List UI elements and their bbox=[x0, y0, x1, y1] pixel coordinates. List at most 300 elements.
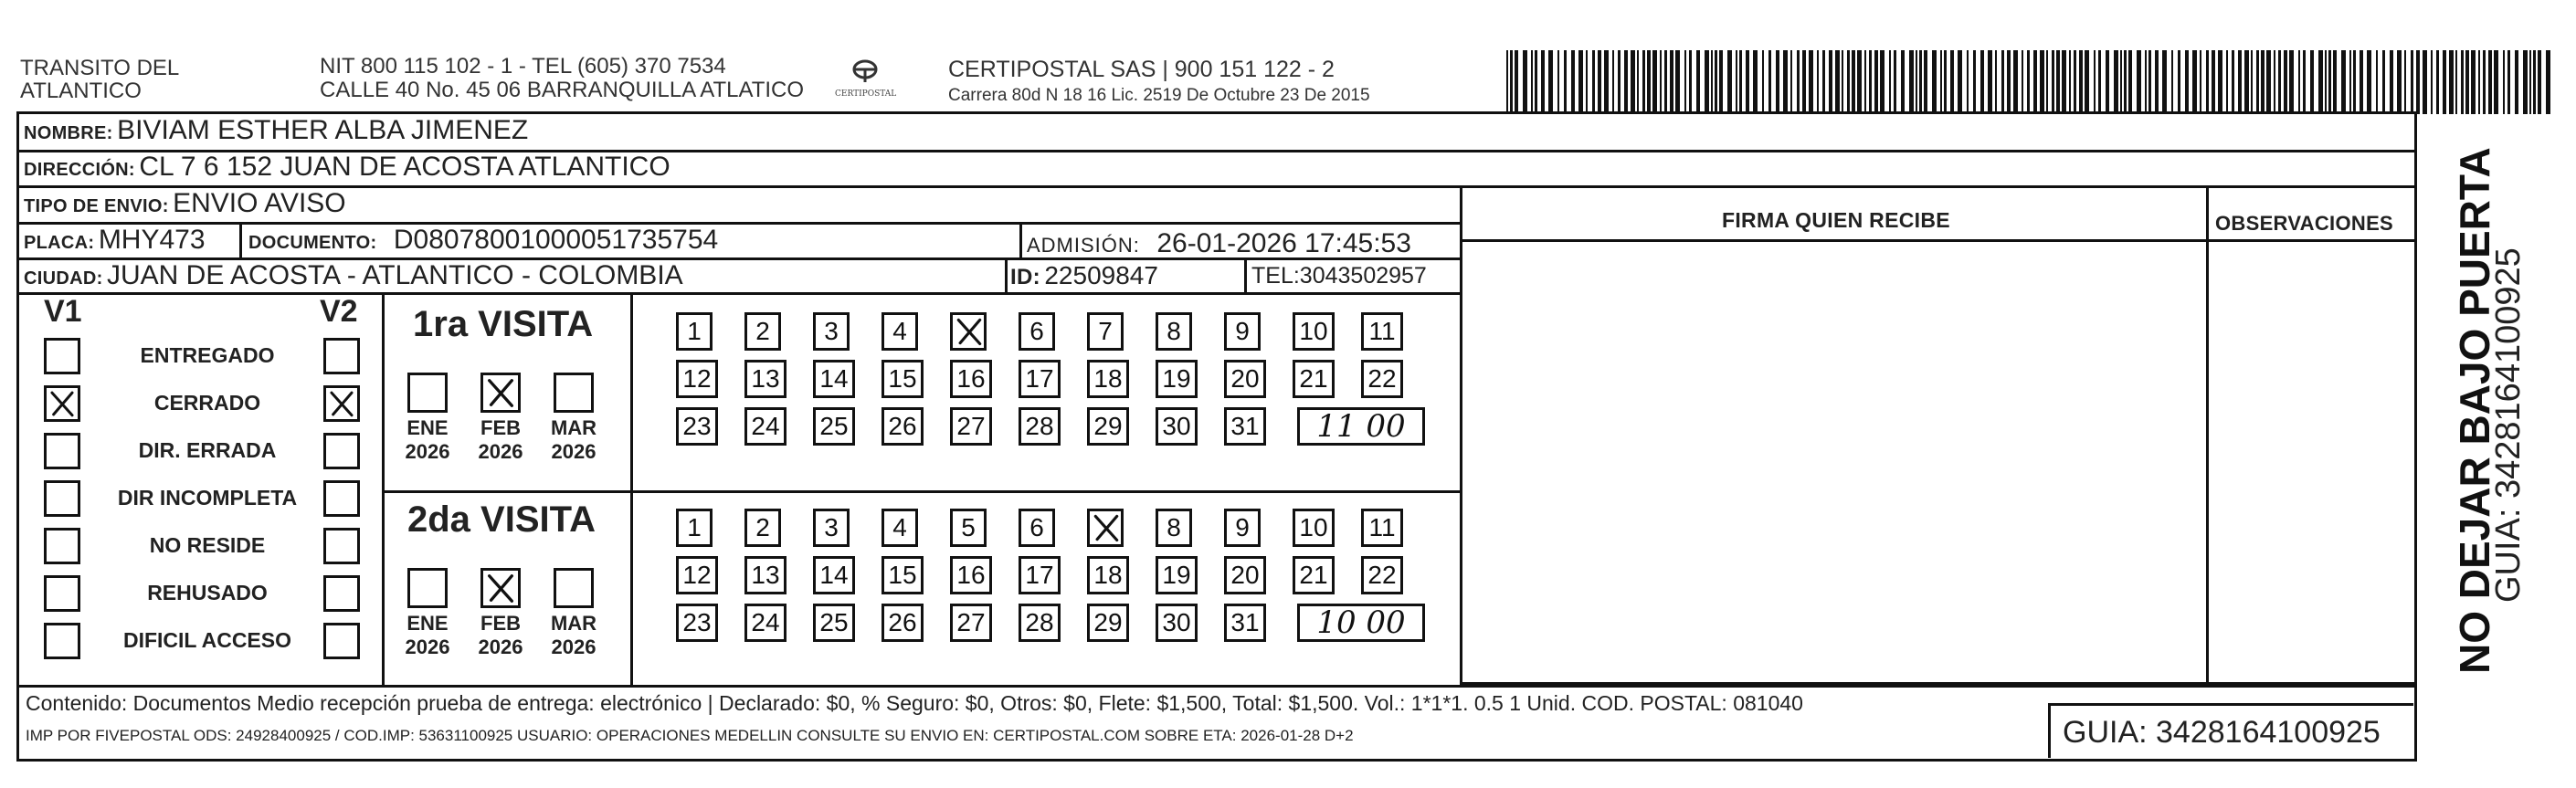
day-checkbox[interactable] bbox=[950, 407, 992, 446]
month-year: 2026 bbox=[478, 440, 523, 463]
day-number: 15 bbox=[888, 561, 917, 589]
barcode-bar bbox=[2098, 50, 2101, 114]
observaciones-label: OBSERVACIONES bbox=[2215, 212, 2394, 235]
month-year: 2026 bbox=[405, 636, 450, 658]
barcode-bar bbox=[2538, 50, 2541, 114]
day-checkbox[interactable] bbox=[1156, 312, 1192, 351]
day-checkbox[interactable] bbox=[1019, 556, 1061, 594]
barcode-bar bbox=[2341, 50, 2346, 114]
barcode-bar bbox=[1768, 50, 1771, 114]
day-number: 29 bbox=[1093, 608, 1123, 636]
day-checkbox[interactable] bbox=[1019, 360, 1061, 398]
barcode-bar bbox=[1719, 50, 1723, 114]
barcode-bar bbox=[2436, 50, 2439, 114]
admision-cell bbox=[1027, 228, 1411, 259]
barcode-bar bbox=[2397, 50, 2402, 114]
time-field[interactable] bbox=[1297, 604, 1425, 642]
day-checkbox[interactable] bbox=[1019, 604, 1061, 642]
barcode-bar bbox=[1506, 50, 1508, 114]
v2-checkbox[interactable] bbox=[323, 623, 360, 659]
barcode-bar bbox=[2040, 50, 2044, 114]
v2-checkbox[interactable] bbox=[323, 575, 360, 612]
day-checkbox[interactable] bbox=[1224, 312, 1261, 351]
day-checkbox[interactable] bbox=[1361, 312, 1403, 351]
day-checkbox[interactable] bbox=[676, 509, 713, 547]
rule-3 bbox=[16, 222, 1460, 225]
documento-label: DOCUMENTO: bbox=[248, 233, 377, 253]
day-checkbox[interactable] bbox=[813, 360, 855, 398]
barcode-bar bbox=[2284, 50, 2287, 114]
day-checkbox[interactable] bbox=[950, 604, 992, 642]
v1-label: V1 bbox=[44, 294, 82, 329]
barcode-bar bbox=[2238, 50, 2242, 114]
day-checkbox[interactable] bbox=[882, 312, 918, 351]
day-number: 4 bbox=[892, 513, 907, 541]
day-checkbox[interactable] bbox=[1087, 556, 1129, 594]
status-label: DIR INCOMPLETA bbox=[117, 486, 298, 510]
barcode-bar bbox=[1571, 50, 1575, 114]
day-number: 11 bbox=[1368, 513, 1396, 541]
barcode-bar bbox=[2027, 50, 2030, 114]
barcode-bar bbox=[2244, 50, 2249, 114]
day-number: 17 bbox=[1025, 561, 1054, 589]
barcode-bar bbox=[1510, 50, 1513, 114]
day-checkbox[interactable] bbox=[744, 604, 787, 642]
barcode-bar bbox=[2074, 50, 2076, 114]
barcode-bar bbox=[1889, 50, 1891, 114]
nombre-row bbox=[24, 115, 528, 146]
day-checkbox[interactable] bbox=[1361, 556, 1403, 594]
barcode-bar bbox=[2455, 50, 2457, 114]
barcode-bar bbox=[2349, 50, 2351, 114]
barcode-bar bbox=[2185, 50, 2189, 114]
month-checkbox[interactable] bbox=[407, 568, 448, 608]
tipo-value: ENVIO AVISO bbox=[173, 188, 346, 218]
month-checkbox[interactable] bbox=[480, 568, 521, 608]
barcode-bar bbox=[2465, 50, 2469, 114]
rule-5 bbox=[16, 292, 1460, 295]
barcode-bar bbox=[1894, 50, 1896, 114]
day-checkbox[interactable] bbox=[1361, 360, 1403, 398]
barcode-bar bbox=[2171, 50, 2173, 114]
barcode-bar bbox=[1642, 50, 1645, 114]
barcode-bar bbox=[1802, 50, 1806, 114]
day-checkbox[interactable] bbox=[1019, 509, 1055, 547]
day-checkbox[interactable] bbox=[1293, 312, 1335, 351]
barcode-bar bbox=[1822, 50, 1825, 114]
day-number: 19 bbox=[1162, 364, 1191, 393]
day-checkbox[interactable] bbox=[676, 407, 718, 446]
month-checkbox[interactable] bbox=[407, 373, 448, 413]
barcode-bar bbox=[2212, 50, 2215, 114]
day-checkbox[interactable] bbox=[1087, 407, 1129, 446]
barcode-bar bbox=[1592, 50, 1595, 114]
barcode-bar bbox=[1880, 50, 1884, 114]
license-line: Carrera 80d N 18 16 Lic. 2519 De Octubre 23 De 2015 bbox=[948, 86, 1370, 105]
day-checkbox[interactable] bbox=[1156, 360, 1198, 398]
day-checkbox[interactable] bbox=[1087, 604, 1129, 642]
day-checkbox[interactable] bbox=[1224, 509, 1261, 547]
day-number: 12 bbox=[682, 561, 712, 589]
v1-checkbox[interactable] bbox=[44, 575, 80, 612]
barcode-bar bbox=[1950, 50, 1954, 114]
month-check-mark-icon bbox=[483, 375, 518, 410]
barcode-bar bbox=[1857, 50, 1862, 114]
barcode-bar bbox=[2416, 50, 2420, 114]
day-checkbox[interactable] bbox=[882, 509, 918, 547]
barcode-bar bbox=[1967, 50, 1969, 114]
day-checkbox[interactable] bbox=[1019, 312, 1055, 351]
day-number: 3 bbox=[824, 317, 839, 345]
day-checkbox[interactable] bbox=[1224, 360, 1266, 398]
barcode-bar bbox=[2461, 50, 2464, 114]
day-checkbox[interactable] bbox=[744, 312, 781, 351]
day-checkbox[interactable] bbox=[744, 407, 787, 446]
day-number: 2 bbox=[755, 317, 770, 345]
barcode-bar bbox=[1578, 50, 1583, 114]
barcode-bar bbox=[2192, 50, 2197, 114]
barcode-bar bbox=[2431, 50, 2433, 114]
barcode-bar bbox=[1797, 50, 1800, 114]
first-visit-title: 1ra VISITA bbox=[413, 304, 594, 344]
month-year: 2026 bbox=[478, 636, 523, 658]
barcode-bar bbox=[2033, 50, 2037, 114]
barcode-bar bbox=[1919, 50, 1922, 114]
barcode-bar bbox=[2200, 50, 2201, 114]
rule-6 bbox=[16, 685, 2417, 688]
barcode-bar bbox=[1696, 50, 1700, 114]
day-number: 10 bbox=[1299, 513, 1328, 541]
day-number: 22 bbox=[1367, 364, 1397, 393]
month-year: 2026 bbox=[551, 440, 596, 463]
month-name: ENE bbox=[406, 416, 449, 439]
barcode-bar bbox=[2404, 50, 2406, 114]
barcode-bar bbox=[2278, 50, 2281, 114]
barcode-bar bbox=[2333, 50, 2337, 114]
day-number: 27 bbox=[956, 412, 986, 440]
barcode-bar bbox=[1809, 50, 1813, 114]
barcode-bar bbox=[2376, 50, 2378, 114]
barcode-bar bbox=[1631, 50, 1635, 114]
barcode-bar bbox=[1586, 50, 1588, 114]
v1-checkbox[interactable] bbox=[44, 528, 80, 564]
barcode-bar bbox=[1829, 50, 1832, 114]
barcode-bar bbox=[1684, 50, 1686, 114]
day-number: 9 bbox=[1235, 317, 1250, 345]
barcode-bar bbox=[1664, 50, 1667, 114]
barcode-bar bbox=[1909, 50, 1914, 114]
v-id bbox=[1005, 257, 1008, 292]
day-number: 11 bbox=[1368, 317, 1396, 345]
barcode-bar bbox=[2488, 50, 2492, 114]
barcode-bar bbox=[2085, 50, 2089, 114]
side-no-dejar: NO DEJAR BAJO PUERTA bbox=[2451, 147, 2498, 674]
barcode-bar bbox=[2353, 50, 2356, 114]
day-checkbox[interactable] bbox=[813, 556, 855, 594]
id-cell bbox=[1010, 261, 1158, 290]
day-checkbox[interactable] bbox=[676, 556, 718, 594]
barcode-bar bbox=[1973, 50, 1976, 114]
nombre-label: NOMBRE: bbox=[24, 123, 113, 143]
tipo-label: TIPO DE ENVIO: bbox=[24, 196, 169, 216]
day-number: 26 bbox=[888, 412, 917, 440]
v2-checkbox[interactable] bbox=[323, 385, 360, 422]
day-number: 4 bbox=[892, 317, 907, 345]
barcode-bar bbox=[2056, 50, 2060, 114]
day-checkbox[interactable] bbox=[950, 556, 992, 594]
barcode-bar bbox=[1762, 50, 1764, 114]
day-number: 19 bbox=[1162, 561, 1191, 589]
barcode-bar bbox=[1541, 50, 1545, 114]
side-guia: GUIA: 3428164100925 bbox=[2489, 247, 2528, 603]
sender-line-2: ATLANTICO bbox=[20, 79, 142, 103]
placa-label: PLACA: bbox=[24, 233, 95, 253]
day-number: 31 bbox=[1230, 412, 1260, 440]
barcode-bar bbox=[2328, 50, 2331, 114]
day-check-mark-icon bbox=[1090, 511, 1123, 544]
v1-checkbox[interactable] bbox=[44, 480, 80, 517]
day-number: 16 bbox=[956, 364, 986, 393]
day-checkbox[interactable] bbox=[813, 407, 855, 446]
barcode-bar bbox=[1995, 50, 1997, 114]
day-checkbox[interactable] bbox=[882, 556, 924, 594]
admision-value: 26-01-2026 17:45:53 bbox=[1156, 228, 1411, 258]
barcode-bar bbox=[1869, 50, 1872, 114]
day-checkbox[interactable] bbox=[813, 509, 850, 547]
v2-checkbox[interactable] bbox=[323, 433, 360, 469]
day-number: 27 bbox=[956, 608, 986, 636]
day-number: 7 bbox=[1098, 317, 1113, 345]
barcode-bar bbox=[1988, 50, 1992, 114]
day-checkbox[interactable] bbox=[1156, 556, 1198, 594]
barcode-bar bbox=[1736, 50, 1737, 114]
ciudad-value: JUAN DE ACOSTA - ATLANTICO - COLOMBIA bbox=[107, 260, 683, 290]
v1-checkbox[interactable] bbox=[44, 338, 80, 374]
barcode-bar bbox=[1598, 50, 1601, 114]
barcode-bar bbox=[2069, 50, 2071, 114]
barcode-bar bbox=[2503, 50, 2505, 114]
barcode-bar bbox=[2390, 50, 2393, 114]
day-checkbox[interactable] bbox=[1224, 407, 1266, 446]
barcode-bar bbox=[2266, 50, 2271, 114]
barcode-bar bbox=[2310, 50, 2314, 114]
v1-checkbox[interactable] bbox=[44, 433, 80, 469]
barcode-bar bbox=[1612, 50, 1614, 114]
day-checkbox[interactable] bbox=[813, 312, 850, 351]
barcode-bar bbox=[2079, 50, 2083, 114]
day-checkbox[interactable] bbox=[744, 556, 787, 594]
barcode-bar bbox=[1924, 50, 1927, 114]
admision-label: ADMISIÓN: bbox=[1027, 234, 1140, 257]
barcode-bar bbox=[1727, 50, 1732, 114]
barcode-bar bbox=[2206, 50, 2209, 114]
barcode-bar bbox=[1783, 50, 1788, 114]
day-number: 20 bbox=[1230, 364, 1260, 393]
tipo-row bbox=[24, 188, 346, 219]
day-number: 21 bbox=[1299, 364, 1328, 393]
month-name: FEB bbox=[480, 416, 521, 439]
day-checkbox[interactable] bbox=[1156, 407, 1198, 446]
day-checkbox[interactable] bbox=[1087, 360, 1129, 398]
day-checkbox[interactable] bbox=[813, 604, 855, 642]
barcode-bar bbox=[2256, 50, 2259, 114]
day-checkbox[interactable] bbox=[1156, 509, 1192, 547]
barcode-bar bbox=[1944, 50, 1947, 114]
month-name: MAR bbox=[550, 612, 597, 635]
v2-label: V2 bbox=[320, 294, 358, 329]
day-checkbox[interactable] bbox=[744, 360, 787, 398]
day-checkbox[interactable] bbox=[1293, 509, 1335, 547]
day-checkbox[interactable] bbox=[950, 312, 987, 351]
barcode-bar bbox=[2411, 50, 2413, 114]
month-name: ENE bbox=[406, 612, 449, 635]
barcode-bar bbox=[2226, 50, 2228, 114]
barcode-bar bbox=[1753, 50, 1758, 114]
barcode-bar bbox=[1932, 50, 1937, 114]
ciudad-label: CIUDAD: bbox=[24, 268, 103, 289]
time-value: 11 00 bbox=[1316, 408, 1406, 445]
guia-footer: GUIA: 3428164100925 bbox=[2063, 715, 2381, 750]
barcode-bar bbox=[2251, 50, 2253, 114]
barcode-bar bbox=[1523, 50, 1527, 114]
v2-checkbox[interactable] bbox=[323, 338, 360, 374]
v2-checkbox[interactable] bbox=[323, 480, 360, 517]
status-label: REHUSADO bbox=[147, 581, 268, 604]
month-checkbox[interactable] bbox=[554, 568, 594, 608]
ciudad-cell bbox=[24, 260, 683, 291]
status-label: ENTREGADO bbox=[140, 343, 275, 367]
barcode-bar bbox=[2145, 50, 2147, 114]
barcode-bar bbox=[2052, 50, 2054, 114]
barcode-bar bbox=[2114, 50, 2118, 114]
day-number: 14 bbox=[819, 561, 849, 589]
barcode-bar bbox=[2507, 50, 2510, 114]
barcode bbox=[1503, 50, 2562, 116]
day-number: 31 bbox=[1230, 608, 1260, 636]
status-label: DIFICIL ACCESO bbox=[122, 628, 291, 652]
barcode-bar bbox=[1739, 50, 1742, 114]
barcode-bar bbox=[2148, 50, 2151, 114]
day-checkbox[interactable] bbox=[744, 509, 781, 547]
month-label bbox=[466, 612, 535, 659]
barcode-bar bbox=[2523, 50, 2528, 114]
v2-checkbox[interactable] bbox=[323, 528, 360, 564]
month-name: FEB bbox=[480, 612, 521, 635]
barcode-bar bbox=[1715, 50, 1717, 114]
month-year: 2026 bbox=[405, 440, 450, 463]
barcode-bar bbox=[1548, 50, 1553, 114]
month-checkbox[interactable] bbox=[480, 373, 521, 413]
day-checkbox[interactable] bbox=[882, 604, 924, 642]
month-label bbox=[539, 416, 608, 464]
day-checkbox[interactable] bbox=[1019, 407, 1061, 446]
day-checkbox[interactable] bbox=[1293, 556, 1335, 594]
day-checkbox[interactable] bbox=[1087, 509, 1124, 547]
time-field[interactable] bbox=[1297, 407, 1425, 446]
barcode-bar bbox=[1916, 50, 1917, 114]
day-number: 1 bbox=[687, 317, 702, 345]
day-number: 28 bbox=[1025, 412, 1054, 440]
day-number: 25 bbox=[819, 608, 849, 636]
day-number: 23 bbox=[682, 608, 712, 636]
v1-checkbox[interactable] bbox=[44, 385, 80, 422]
day-number: 5 bbox=[961, 513, 976, 541]
day-checkbox[interactable] bbox=[950, 509, 987, 547]
day-checkbox[interactable] bbox=[1224, 556, 1266, 594]
day-check-mark-icon bbox=[953, 315, 986, 348]
barcode-bar bbox=[1705, 50, 1709, 114]
month-label bbox=[393, 612, 462, 659]
barcode-bar bbox=[2478, 50, 2480, 114]
month-label bbox=[539, 612, 608, 659]
barcode-bar bbox=[2367, 50, 2371, 114]
barcode-bar bbox=[2303, 50, 2306, 114]
nombre-value: BIVIAM ESTHER ALBA JIMENEZ bbox=[117, 115, 529, 145]
barcode-bar bbox=[1901, 50, 1905, 114]
day-checkbox[interactable] bbox=[1156, 604, 1198, 642]
barcode-bar bbox=[2423, 50, 2427, 114]
address-line: CALLE 40 No. 45 06 BARRANQUILLA ATLATICO bbox=[320, 78, 805, 102]
day-number: 2 bbox=[755, 513, 770, 541]
day-checkbox[interactable] bbox=[1224, 604, 1266, 642]
day-number: 30 bbox=[1162, 608, 1191, 636]
day-checkbox[interactable] bbox=[1087, 312, 1124, 351]
barcode-bar bbox=[1604, 50, 1609, 114]
documento-cell bbox=[248, 225, 718, 256]
barcode-bar bbox=[1847, 50, 1850, 114]
day-number: 3 bbox=[824, 513, 839, 541]
day-number: 24 bbox=[751, 608, 780, 636]
firma-header-rule bbox=[1460, 239, 2417, 242]
company-line: CERTIPOSTAL SAS | 900 151 122 - 2 bbox=[948, 57, 1335, 82]
month-name: MAR bbox=[550, 416, 597, 439]
barcode-bar bbox=[1652, 50, 1657, 114]
barcode-bar bbox=[1647, 50, 1651, 114]
day-checkbox[interactable] bbox=[676, 360, 718, 398]
barcode-bar bbox=[2094, 50, 2096, 114]
barcode-bar bbox=[2106, 50, 2109, 114]
day-checkbox[interactable] bbox=[676, 312, 713, 351]
day-number: 30 bbox=[1162, 412, 1191, 440]
barcode-bar bbox=[1531, 50, 1533, 114]
sender-line-1: TRANSITO DEL bbox=[20, 56, 180, 80]
barcode-bar bbox=[2318, 50, 2323, 114]
day-number: 15 bbox=[888, 364, 917, 393]
tel-label: TEL: bbox=[1251, 263, 1300, 289]
barcode-bar bbox=[2120, 50, 2122, 114]
day-checkbox[interactable] bbox=[1293, 360, 1335, 398]
v1-checkbox[interactable] bbox=[44, 623, 80, 659]
barcode-bar bbox=[1618, 50, 1621, 114]
day-checkbox[interactable] bbox=[1361, 509, 1403, 547]
barcode-bar bbox=[2261, 50, 2265, 114]
month-checkbox[interactable] bbox=[554, 373, 594, 413]
nit-line: NIT 800 115 102 - 1 - TEL (605) 370 7534 bbox=[320, 54, 726, 79]
day-checkbox[interactable] bbox=[882, 407, 924, 446]
barcode-bar bbox=[1660, 50, 1662, 114]
month-label bbox=[393, 416, 462, 464]
day-checkbox[interactable] bbox=[882, 360, 924, 398]
barcode-bar bbox=[2128, 50, 2132, 114]
day-checkbox[interactable] bbox=[676, 604, 718, 642]
day-checkbox[interactable] bbox=[950, 360, 992, 398]
barcode-bar bbox=[2007, 50, 2011, 114]
barcode-bar bbox=[1940, 50, 1942, 114]
barcode-bar bbox=[2449, 50, 2454, 114]
barcode-bar bbox=[2013, 50, 2018, 114]
firma-area[interactable] bbox=[1460, 185, 2417, 685]
barcode-bar bbox=[2046, 50, 2048, 114]
